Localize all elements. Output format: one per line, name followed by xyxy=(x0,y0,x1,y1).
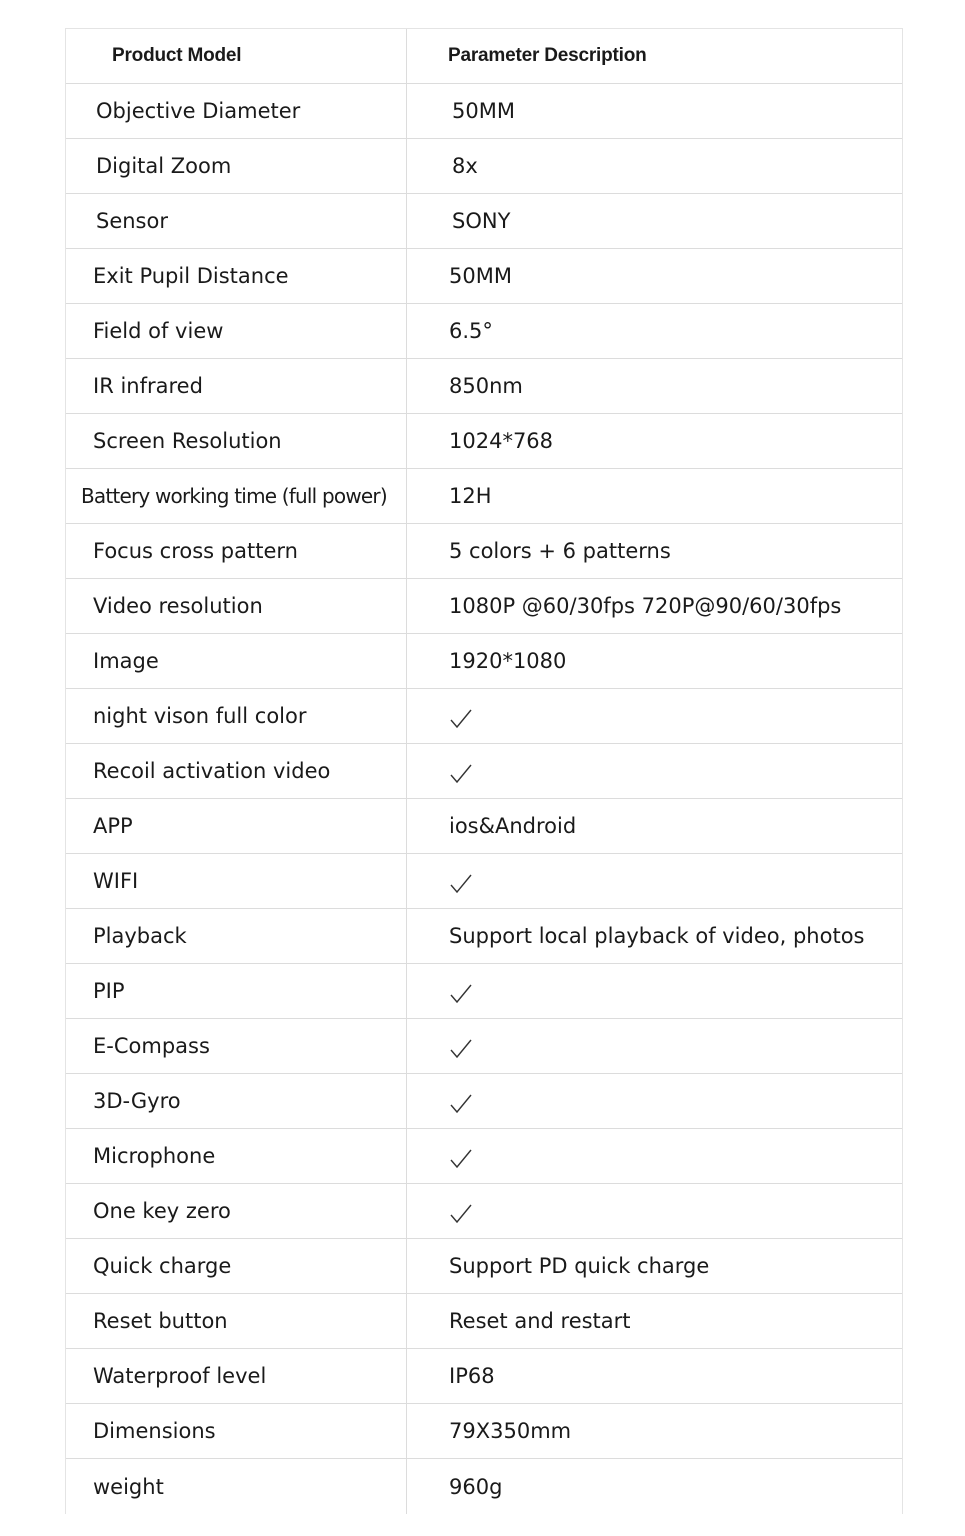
spec-value xyxy=(407,689,902,743)
spec-label: night vison full color xyxy=(66,689,407,743)
spec-value xyxy=(407,744,902,798)
table-row xyxy=(66,249,902,304)
table-row xyxy=(66,469,902,524)
spec-label: Dimensions xyxy=(66,1404,407,1458)
spec-label: IR infrared xyxy=(66,359,407,413)
spec-value: IP68 xyxy=(449,1364,495,1388)
table-row xyxy=(66,1129,902,1184)
table-row xyxy=(66,579,902,634)
table-row xyxy=(66,1459,902,1514)
spec-value: 1920*1080 xyxy=(449,649,567,673)
spec-label: Screen Resolution xyxy=(66,414,407,468)
table-row xyxy=(66,689,902,744)
spec-value: 50MM xyxy=(452,99,515,123)
spec-label: Sensor xyxy=(66,194,407,248)
spec-label: E-Compass xyxy=(66,1019,407,1073)
spec-label: Exit Pupil Distance xyxy=(66,249,407,303)
table-row xyxy=(66,304,902,359)
check-icon xyxy=(449,983,473,1005)
spec-value xyxy=(407,1129,902,1183)
table-row xyxy=(66,359,902,414)
table-row xyxy=(66,1019,902,1074)
check-icon xyxy=(449,1038,473,1060)
table-row xyxy=(66,524,902,579)
spec-label: PIP xyxy=(66,964,407,1018)
table-row xyxy=(66,634,902,689)
spec-label: Focus cross pattern xyxy=(66,524,407,578)
table-row xyxy=(66,194,902,249)
spec-value: 1080P @60/30fps 720P@90/60/30fps xyxy=(449,594,842,618)
spec-value: SONY xyxy=(452,209,511,233)
spec-label: Playback xyxy=(66,909,407,963)
spec-label: Recoil activation video xyxy=(66,744,407,798)
spec-value: 850nm xyxy=(449,374,523,398)
check-icon xyxy=(449,708,473,730)
spec-value: 8x xyxy=(452,154,478,178)
spec-value: Support local playback of video, photos xyxy=(449,924,865,948)
spec-label: APP xyxy=(66,799,407,853)
check-icon xyxy=(449,873,473,895)
spec-value: 6.5° xyxy=(449,319,493,343)
spec-label: weight xyxy=(66,1459,407,1514)
check-icon xyxy=(449,763,473,785)
spec-label: Objective Diameter xyxy=(66,84,407,138)
spec-label: Battery working time (full power) xyxy=(66,469,407,523)
spec-value: 79X350mm xyxy=(449,1419,572,1443)
spec-value xyxy=(407,854,902,908)
header-parameter-description: Parameter Description xyxy=(448,45,647,66)
spec-label: Quick charge xyxy=(66,1239,407,1293)
table-row xyxy=(66,1349,902,1404)
spec-label: Field of view xyxy=(66,304,407,358)
header-product-model: Product Model xyxy=(66,29,407,83)
spec-label: One key zero xyxy=(66,1184,407,1238)
spec-label: Waterproof level xyxy=(66,1349,407,1403)
spec-label: Image xyxy=(66,634,407,688)
table-row xyxy=(66,84,902,139)
table-row xyxy=(66,139,902,194)
spec-label: Microphone xyxy=(66,1129,407,1183)
table-row xyxy=(66,1184,902,1239)
spec-value: ios&Android xyxy=(449,814,577,838)
spec-value: Support PD quick charge xyxy=(449,1254,710,1278)
table-header xyxy=(66,29,902,84)
spec-label: WIFI xyxy=(66,854,407,908)
spec-label: Digital Zoom xyxy=(66,139,407,193)
spec-value xyxy=(407,964,902,1018)
table-row xyxy=(66,964,902,1019)
spec-value: 960g xyxy=(449,1474,503,1499)
spec-value xyxy=(407,1184,902,1238)
check-icon xyxy=(449,1203,473,1225)
spec-value: Reset and restart xyxy=(449,1309,631,1333)
spec-label: Reset button xyxy=(66,1294,407,1348)
check-icon xyxy=(449,1148,473,1170)
check-icon xyxy=(449,1093,473,1115)
spec-label: 3D-Gyro xyxy=(66,1074,407,1128)
spec-table xyxy=(65,28,903,1514)
spec-value xyxy=(407,1019,902,1073)
table-row xyxy=(66,1074,902,1129)
table-row xyxy=(66,799,902,854)
table-row xyxy=(66,414,902,469)
table-row xyxy=(66,909,902,964)
table-row xyxy=(66,1294,902,1349)
spec-value: 1024*768 xyxy=(449,429,554,453)
table-row xyxy=(66,1404,902,1459)
spec-value: 12H xyxy=(449,484,492,508)
spec-value: 50MM xyxy=(449,264,512,288)
table-row xyxy=(66,854,902,909)
spec-value: 5 colors + 6 patterns xyxy=(449,539,671,563)
spec-label: Video resolution xyxy=(66,579,407,633)
table-row xyxy=(66,744,902,799)
table-row xyxy=(66,1239,902,1294)
spec-value xyxy=(407,1074,902,1128)
